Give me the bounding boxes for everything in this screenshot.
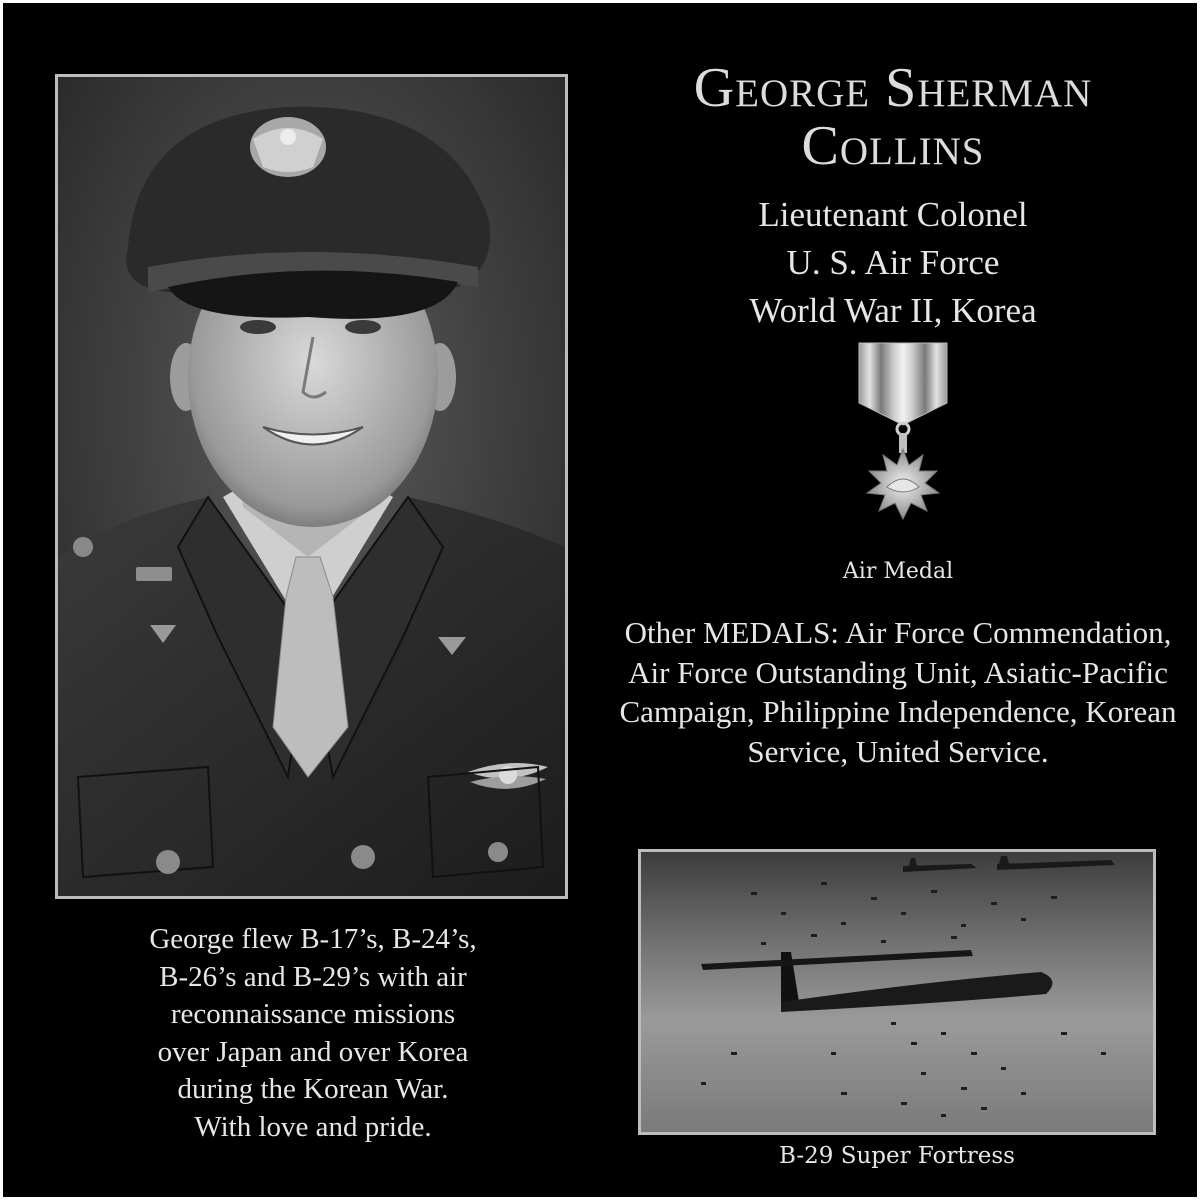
biography [63,921,563,1146]
bio-line: over Japan and over Korea [157,1035,469,1068]
veteran-name [603,59,1183,175]
bio-line: George flew B-17’s, B-24’s, [149,923,477,955]
plane-caption: B-29 Super Fortress [779,1143,1015,1169]
portrait-image [58,77,565,896]
bio-line: With love and pride. [194,1110,432,1143]
name-line-2: Collins [801,115,985,177]
bio-line: B-26’s and B-29’s with air [159,960,467,993]
branch: U. S. Air Force [786,243,1000,282]
portrait-photo [55,74,568,899]
air-medal-icon [849,341,957,521]
memorial-plaque [3,3,1197,1197]
service-details [603,191,1183,335]
cap-badge-icon [250,117,326,177]
b29-photo [638,849,1156,1135]
rank: Lieutenant Colonel [758,195,1028,234]
other-medals-text: Other MEDALS: Air Force Commendation, Air Force Outstanding Unit, Asiatic-Pacific Campaign, Philippine Independence, Korean Service, United Service. [619,615,1177,769]
bio-line: reconnaissance missions [170,998,456,1030]
name-line-1: George Sherman [693,57,1093,119]
wars: World War II, Korea [749,291,1037,330]
us-collar-insignia [136,567,172,581]
bio-line: during the Korean War. [177,1073,449,1105]
b29-bomber-image [641,852,1153,1132]
medal-label: Air Medal [842,559,954,584]
